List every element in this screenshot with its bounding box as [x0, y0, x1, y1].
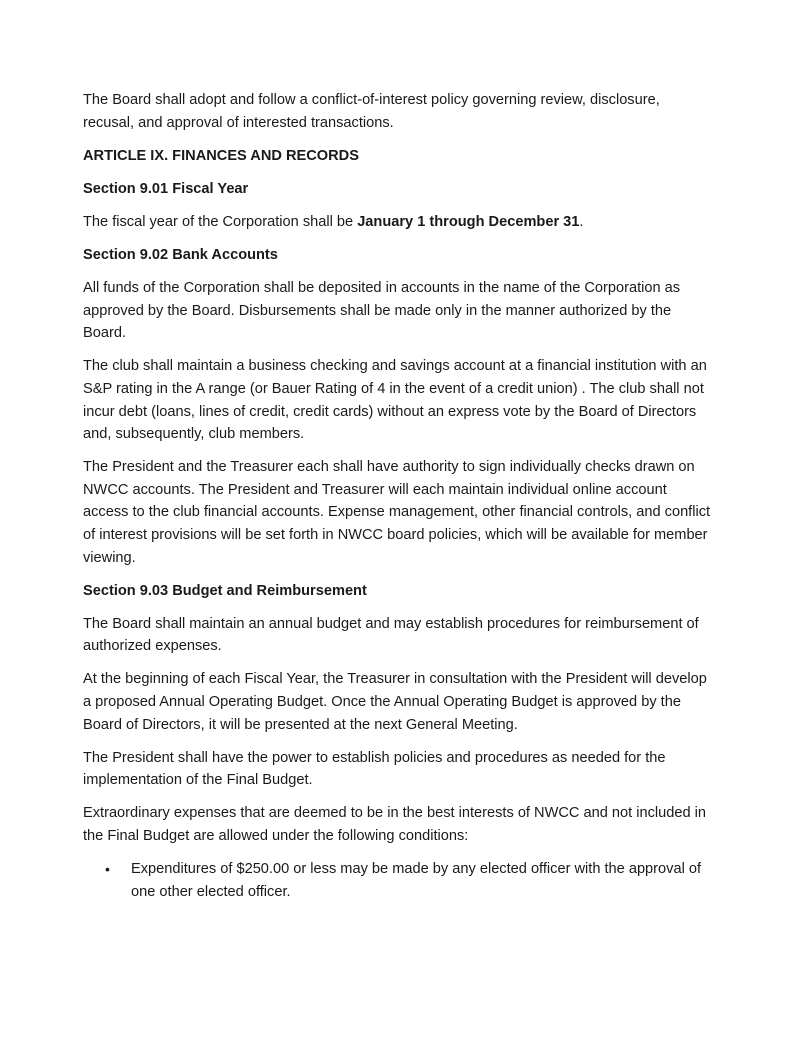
list-item-text: Expenditures of $250.00 or less may be made by any elected officer with the approval of one other elected officer. — [131, 861, 702, 900]
bullet-icon: • — [105, 861, 110, 878]
section-9-01-heading: Section 9.01 Fiscal Year — [83, 180, 249, 197]
section-9-02-paragraph-1: All funds of the Corporation shall be deposited in accounts in the name of the Corporation as approved by the Board. Disbursements shall be made only in the manner authorized by the Board. — [83, 280, 681, 342]
section-9-03-heading: Section 9.03 Budget and Reimbursement — [83, 582, 367, 599]
section-9-03-paragraph-2: At the beginning of each Fiscal Year, the Treasurer in consultation with the President will develop a proposed Annual Operating Budget. Once the Annual Operating Budget is approved by the Board of Directors, it will be presented at the next General Meeting. — [83, 671, 707, 733]
fiscal-year-text-post: . — [579, 213, 584, 230]
section-9-02-heading: Section 9.02 Bank Accounts — [83, 246, 278, 263]
section-9-02-paragraph-2: The club shall maintain a business checking and savings account at a financial institution with an S&P rating in the A range (or Bauer Rating of 4 in the event of a credit union) . The club shall not incur debt (loans, lines of credit, credit cards) without an express vote by the Board of Directors and, subsequently, club members. — [83, 358, 707, 443]
fiscal-year-text-pre: The fiscal year of the Corporation shall be — [83, 213, 358, 230]
conflict-policy-paragraph: The Board shall adopt and follow a conflict-of-interest policy governing review, disclosure, recusal, and approval of interested transactions. — [83, 92, 660, 131]
fiscal-year-dates: January 1 through December 31 — [357, 213, 580, 230]
section-9-01-paragraph — [83, 211, 713, 234]
conditions-list — [83, 858, 713, 903]
section-9-03-paragraph-4: Extraordinary expenses that are deemed to be in the best interests of NWCC and not included in the Final Budget are allowed under the following conditions: — [83, 805, 707, 845]
section-9-03-paragraph-3: The President shall have the power to establish policies and procedures as needed for the implementation of the Final Budget. — [83, 749, 666, 789]
list-item — [83, 858, 713, 903]
document-page — [83, 89, 713, 903]
section-9-03-paragraph-1: The Board shall maintain an annual budget and may establish procedures for reimbursement of authorized expenses. — [83, 615, 699, 655]
section-9-02-paragraph-3: The President and the Treasurer each shall have authority to sign individually checks drawn on NWCC accounts. The President and Treasurer will each maintain individual online account access to the club financial accounts. Expense management, other financial controls, and conflict of interest provisions will be set forth in NWCC board policies, which will be available for member viewing. — [83, 459, 711, 566]
article-heading: ARTICLE IX. FINANCES AND RECORDS — [83, 147, 359, 164]
